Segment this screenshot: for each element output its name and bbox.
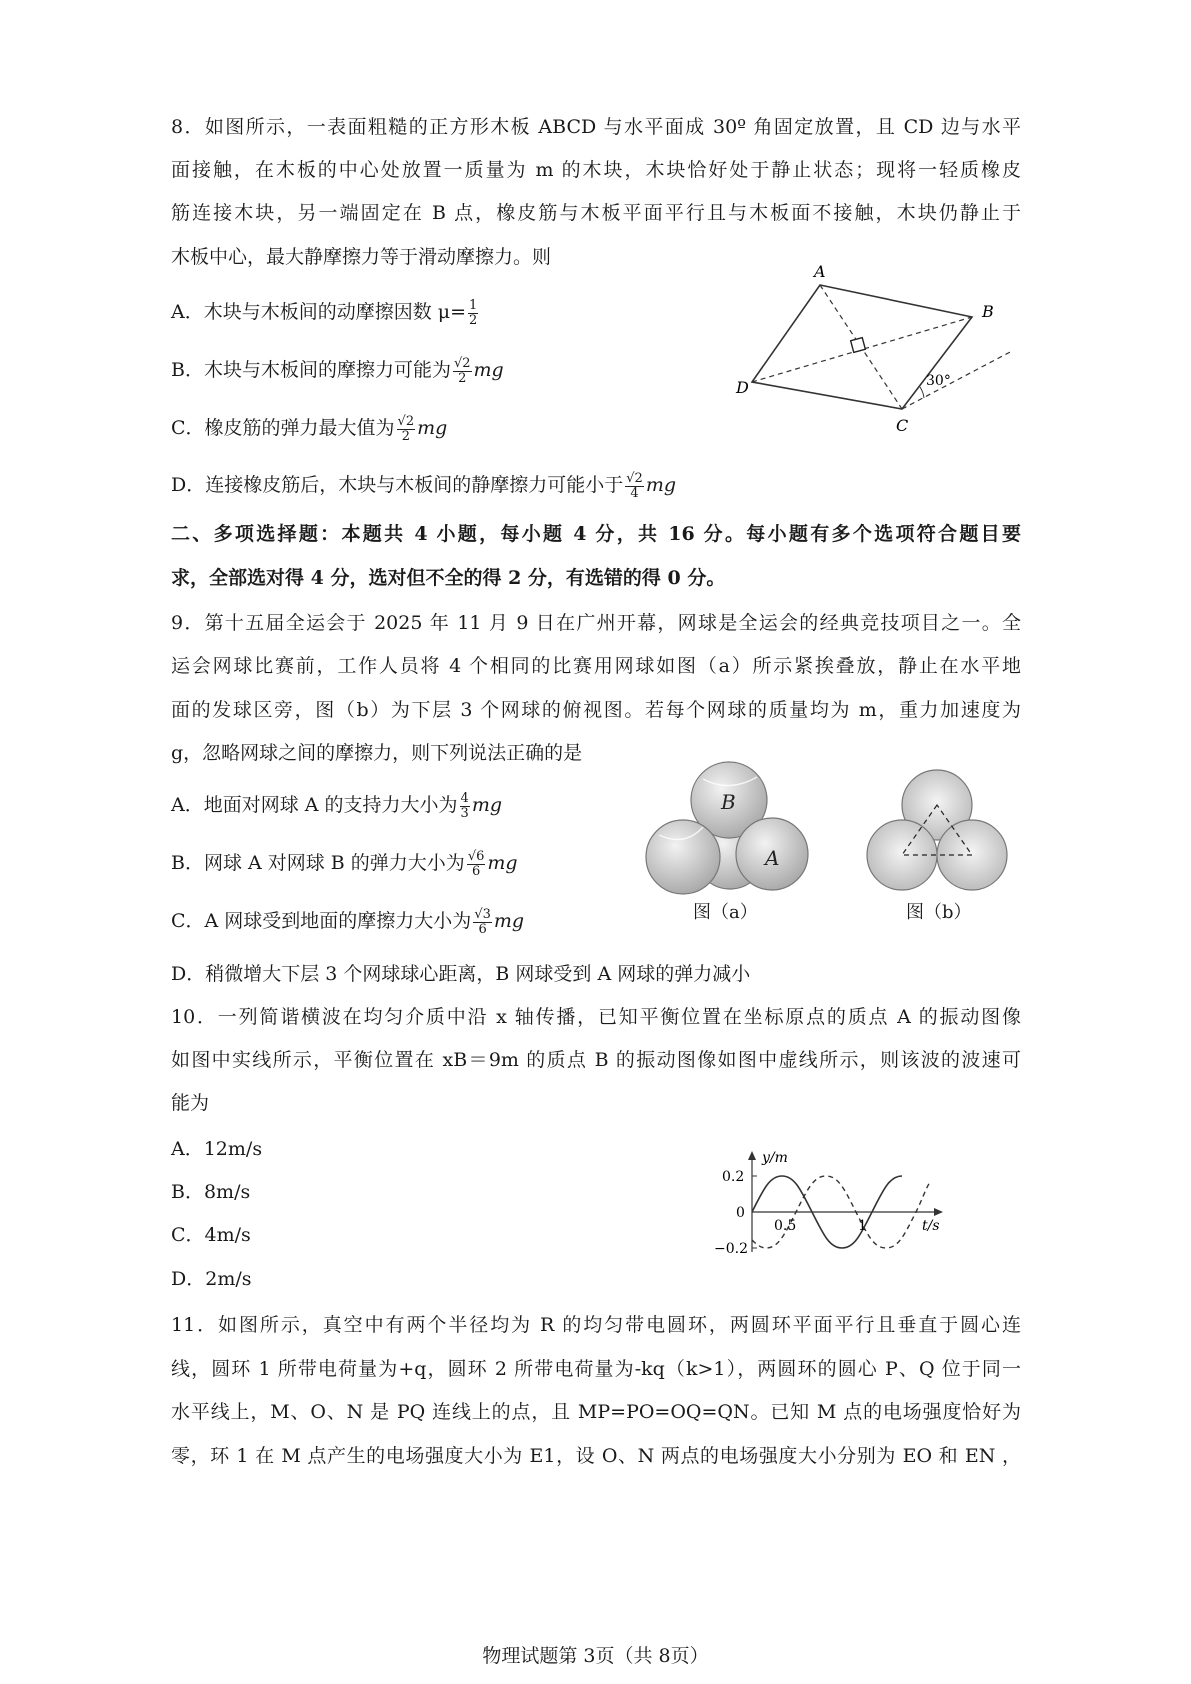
- tick-y-top: 0.2: [722, 1169, 745, 1185]
- q10-option-d: D．2m/s: [171, 1268, 252, 1290]
- label-c: C: [896, 416, 909, 435]
- q9-caption-b: 图（b）: [906, 902, 972, 923]
- q10-stem-line-2: 如图中实线所示，平衡位置在 xB＝9m 的质点 B 的振动图像如图中虚线所示，则该波的波速可: [171, 1049, 1021, 1071]
- page-footer: 物理试题第 3页（共 8页）: [482, 1645, 709, 1667]
- label-ball-b: B: [721, 790, 736, 814]
- label-a: A: [814, 262, 826, 281]
- q9-option-c: C．A 网球受到地面的摩擦力大小为 $\frac{√3}{6}$ mg: [171, 906, 525, 937]
- q9-caption-a: 图（a）: [693, 902, 758, 923]
- tick-x-one: 1: [858, 1218, 867, 1234]
- q8-option-b: B．木块与木板间的摩擦力可能为 $\frac{√2}{2}$ mg: [171, 355, 504, 386]
- q8-stem-line-1: 8．如图所示，一表面粗糙的正方形木板 ABCD 与水平面成 30º 角固定放置，且 CD 边与水平: [171, 116, 1021, 138]
- q9-stem-line-2: 运会网球比赛前，工作人员将 4 个相同的比赛用网球如图（a）所示紧挨叠放，静止在水平地: [171, 655, 1021, 677]
- q9-figure-b: [865, 765, 1010, 895]
- q9-option-d: D．稍微增大下层 3 个网球球心距离，B 网球受到 A 网球的弹力减小: [171, 963, 751, 985]
- x-axis-label: t/s: [922, 1218, 940, 1234]
- tick-y-zero: 0: [736, 1205, 745, 1221]
- q8-option-d: D．连接橡皮筋后，木块与木板间的静摩擦力可能小于 $\frac{√2}{4}$ mg: [171, 470, 676, 501]
- q10-option-c: C．4m/s: [171, 1224, 251, 1246]
- section2-line-1: 二、多项选择题：本题共 4 小题，每小题 4 分，共 16 分。每小题有多个选项符合题目要: [171, 523, 1021, 545]
- q11-stem-line-4: 零，环 1 在 M 点产生的电场强度大小为 E1，设 O、N 两点的电场强度大小分别为 EO 和 EN ，: [171, 1445, 1021, 1467]
- y-axis-label: y/m: [762, 1150, 788, 1166]
- q11-stem-line-1: 11．如图所示，真空中有两个半径均为 R 的均匀带电圆环，两圆环平面平行且垂直于圆心连: [171, 1314, 1021, 1336]
- q9-stem-line-4: g，忽略网球之间的摩擦力，则下列说法正确的是: [171, 742, 583, 764]
- tick-x-half: 0.5: [774, 1218, 797, 1234]
- label-angle: 30°: [926, 373, 951, 389]
- label-ball-a: A: [765, 846, 780, 870]
- q8-board-diagram: [700, 255, 1020, 470]
- q9-option-b: B．网球 A 对网球 B 的弹力大小为 $\frac{√6}{6}$ mg: [171, 848, 518, 879]
- q11-stem-line-2: 线，圆环 1 所带电荷量为+q，圆环 2 所带电荷量为-kq（k>1），两圆环的圆心 P、Q 位于同一: [171, 1358, 1021, 1380]
- section2-line-2: 求，全部选对得 4 分，选对但不全的得 2 分，有选错的得 0 分。: [171, 567, 726, 589]
- label-b: B: [982, 302, 994, 321]
- q8-stem-line-3: 筋连接木块，另一端固定在 B 点，橡皮筋与木板平面平行且与木板面不接触，木块仍静止于: [171, 202, 1021, 224]
- horizontal-line: [902, 351, 1012, 409]
- q10-option-a: A．12m/s: [171, 1138, 263, 1160]
- q8-option-c: C．橡皮筋的弹力最大值为 $\frac{√2}{2}$ mg: [171, 413, 448, 444]
- q10-option-b: B．8m/s: [171, 1181, 251, 1203]
- q9-figure-a: [645, 755, 815, 905]
- q11-stem-line-3: 水平线上，M、O、N 是 PQ 连线上的点，且 MP=PO=OQ=QN。已知 M 点的电场强度恰好为: [171, 1401, 1021, 1423]
- label-d: D: [736, 378, 749, 397]
- q10-stem-line-1: 10．一列简谐横波在均匀介质中沿 x 轴传播，已知平衡位置在坐标原点的质点 A 的振动图像: [171, 1006, 1021, 1028]
- ball-left: [646, 820, 720, 894]
- q8-stem-line-2: 面接触，在木板的中心处放置一质量为 m 的木块，木块恰好处于静止状态；现将一轻质橡皮: [171, 159, 1021, 181]
- angle-arc: [920, 387, 924, 398]
- q8-stem-line-4: 木板中心，最大静摩擦力等于滑动摩擦力。则: [171, 246, 552, 268]
- q9-option-a: A．地面对网球 A 的支持力大小为 $\frac{4}{3}$ mg: [171, 790, 502, 821]
- right-ball: [937, 820, 1007, 890]
- tick-y-bottom: −0.2: [714, 1241, 748, 1257]
- block: [851, 338, 866, 353]
- q10-stem-line-3: 能为: [171, 1092, 210, 1114]
- q10-vibration-graph: [700, 1148, 950, 1258]
- q9-stem-line-1: 9．第十五届全运会于 2025 年 11 月 9 日在广州开幕，网球是全运会的经典竞技项目之一。全: [171, 612, 1021, 634]
- q9-stem-line-3: 面的发球区旁，图（b）为下层 3 个网球的俯视图。若每个网球的质量均为 m，重力加速度为: [171, 699, 1021, 721]
- q8-option-a: A．木块与木板间的动摩擦因数 μ= $\frac{1}{2}$: [171, 297, 478, 328]
